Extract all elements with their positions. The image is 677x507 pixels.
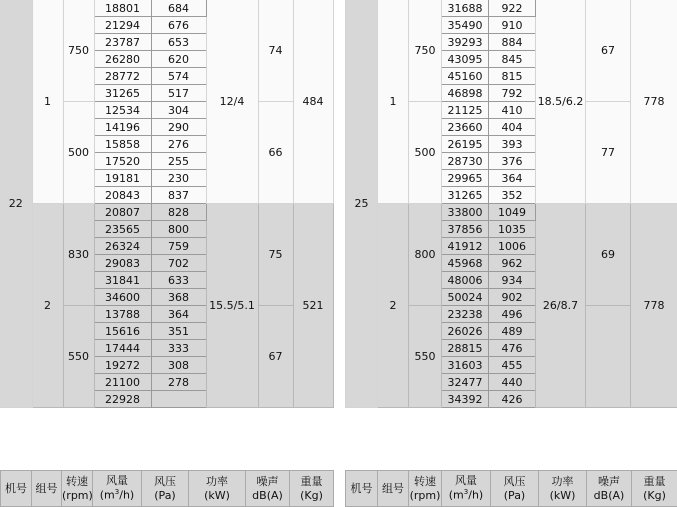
pressure-cell: 934 [489, 272, 536, 289]
airflow-cell: 15858 [94, 136, 151, 153]
airflow-cell: 31603 [442, 357, 489, 374]
pressure-cell: 620 [151, 51, 206, 68]
pressure-cell: 800 [151, 221, 206, 238]
airflow-cell: 14196 [94, 119, 151, 136]
header-weight: 重量 (Kg) [290, 471, 334, 507]
pressure-cell: 278 [151, 374, 206, 391]
airflow-cell: 21100 [94, 374, 151, 391]
pressure-cell: 653 [151, 34, 206, 51]
pressure-cell: 393 [489, 136, 536, 153]
header-group: 组号 [378, 471, 409, 507]
airflow-cell: 34392 [442, 391, 489, 408]
airflow-cell: 18801 [94, 0, 151, 17]
group-number: 2 [32, 204, 63, 408]
pressure-cell: 1006 [489, 238, 536, 255]
airflow-cell: 39293 [442, 34, 489, 51]
speed-rpm: 500 [409, 102, 442, 204]
group-number: 1 [32, 0, 63, 204]
header-power: 功率 (kW) [539, 471, 587, 507]
pressure-cell: 308 [151, 357, 206, 374]
pressure-cell: 230 [151, 170, 206, 187]
pressure-cell: 922 [489, 0, 536, 17]
pressure-cell [151, 391, 206, 408]
speed-rpm: 500 [63, 102, 94, 204]
speed-rpm: 750 [409, 0, 442, 102]
pressure-cell: 633 [151, 272, 206, 289]
pressure-cell: 304 [151, 102, 206, 119]
pressure-cell: 517 [151, 85, 206, 102]
airflow-cell: 37856 [442, 221, 489, 238]
model-number: 22 [0, 0, 32, 408]
pressure-cell: 333 [151, 340, 206, 357]
pressure-cell: 352 [489, 187, 536, 204]
weight-kg: 521 [293, 204, 333, 408]
header-noise: 噪声 dB(A) [587, 471, 632, 507]
pressure-cell: 837 [151, 187, 206, 204]
airflow-cell: 23238 [442, 306, 489, 323]
pressure-cell: 489 [489, 323, 536, 340]
airflow-cell: 32477 [442, 374, 489, 391]
pressure-cell: 759 [151, 238, 206, 255]
pressure-cell: 255 [151, 153, 206, 170]
weight-kg: 778 [631, 0, 677, 204]
airflow-cell: 35490 [442, 17, 489, 34]
pressure-cell: 845 [489, 51, 536, 68]
pressure-cell: 1035 [489, 221, 536, 238]
header-group: 组号 [32, 471, 62, 507]
header-airflow: 风量 $(m^3/h)$ [93, 471, 142, 507]
pressure-cell: 351 [151, 323, 206, 340]
pressure-cell: 440 [489, 374, 536, 391]
pressure-cell: 410 [489, 102, 536, 119]
pressure-cell: 702 [151, 255, 206, 272]
header-noise: 噪声 dB(A) [246, 471, 290, 507]
airflow-cell: 28815 [442, 340, 489, 357]
header-model: 机号 [1, 471, 32, 507]
fan-table-right [345, 0, 677, 408]
airflow-cell: 43095 [442, 51, 489, 68]
pressure-cell: 376 [489, 153, 536, 170]
pressure-cell: 290 [151, 119, 206, 136]
airflow-cell: 26280 [94, 51, 151, 68]
airflow-cell: 33800 [442, 204, 489, 221]
noise-db: 77 [586, 102, 631, 204]
speed-rpm: 550 [63, 306, 94, 408]
power-kw: 18.5/6.2 [536, 0, 586, 204]
airflow-cell: 31265 [94, 85, 151, 102]
airflow-cell: 31688 [442, 0, 489, 17]
airflow-cell: 26195 [442, 136, 489, 153]
airflow-cell: 21294 [94, 17, 151, 34]
airflow-cell: 26324 [94, 238, 151, 255]
airflow-cell: 29083 [94, 255, 151, 272]
airflow-cell: 21125 [442, 102, 489, 119]
fan-table-left [0, 0, 334, 408]
airflow-cell: 45968 [442, 255, 489, 272]
speed-rpm: 550 [409, 306, 442, 408]
group-number: 1 [378, 0, 409, 204]
pressure-cell: 676 [151, 17, 206, 34]
speed-rpm: 830 [63, 204, 94, 306]
airflow-cell: 31841 [94, 272, 151, 289]
airflow-cell: 26026 [442, 323, 489, 340]
pressure-cell: 792 [489, 85, 536, 102]
airflow-cell: 22928 [94, 391, 151, 408]
airflow-cell: 45160 [442, 68, 489, 85]
pressure-cell: 684 [151, 0, 206, 17]
airflow-cell: 13788 [94, 306, 151, 323]
noise-db: 67 [586, 0, 631, 102]
airflow-cell: 19272 [94, 357, 151, 374]
noise-db: 69 [586, 204, 631, 306]
power-kw: 26/8.7 [536, 204, 586, 408]
pressure-cell: 828 [151, 204, 206, 221]
airflow-cell: 46898 [442, 85, 489, 102]
header-model: 机号 [346, 471, 378, 507]
airflow-cell: 34600 [94, 289, 151, 306]
header-pressure: 风压 (Pa) [142, 471, 189, 507]
noise-db: 75 [258, 204, 293, 306]
airflow-cell: 28772 [94, 68, 151, 85]
header-weight: 重量 (Kg) [632, 471, 677, 507]
pressure-cell: 364 [489, 170, 536, 187]
weight-kg: 484 [293, 0, 333, 204]
header-speed: 转速 (rpm) [62, 471, 93, 507]
pressure-cell: 426 [489, 391, 536, 408]
pressure-cell: 884 [489, 34, 536, 51]
airflow-cell: 17444 [94, 340, 151, 357]
header-row-right [345, 470, 677, 507]
airflow-cell: 15616 [94, 323, 151, 340]
group-number: 2 [378, 204, 409, 408]
airflow-cell: 20843 [94, 187, 151, 204]
header-airflow: 风量 $(m^3/h)$ [442, 471, 491, 507]
pressure-cell: 455 [489, 357, 536, 374]
weight-kg: 778 [631, 204, 677, 408]
pressure-cell: 476 [489, 340, 536, 357]
pressure-cell: 962 [489, 255, 536, 272]
airflow-cell: 31265 [442, 187, 489, 204]
airflow-cell: 29965 [442, 170, 489, 187]
model-number: 25 [346, 0, 378, 408]
airflow-cell: 23565 [94, 221, 151, 238]
header-pressure: 风压 (Pa) [491, 471, 539, 507]
pressure-cell: 276 [151, 136, 206, 153]
airflow-cell: 23660 [442, 119, 489, 136]
pressure-cell: 902 [489, 289, 536, 306]
pressure-cell: 496 [489, 306, 536, 323]
airflow-cell: 19181 [94, 170, 151, 187]
header-speed: 转速 (rpm) [409, 471, 442, 507]
noise-db: 66 [258, 102, 293, 204]
airflow-cell: 12534 [94, 102, 151, 119]
airflow-cell: 41912 [442, 238, 489, 255]
pressure-cell: 364 [151, 306, 206, 323]
pressure-cell: 368 [151, 289, 206, 306]
pressure-cell: 1049 [489, 204, 536, 221]
speed-rpm: 750 [63, 0, 94, 102]
pressure-cell: 574 [151, 68, 206, 85]
airflow-cell: 48006 [442, 272, 489, 289]
pressure-cell: 404 [489, 119, 536, 136]
power-kw: 12/4 [206, 0, 258, 204]
header-power: 功率 (kW) [189, 471, 246, 507]
speed-rpm: 800 [409, 204, 442, 306]
power-kw: 15.5/5.1 [206, 204, 258, 408]
noise-db: 67 [258, 306, 293, 408]
noise-db [586, 306, 631, 408]
airflow-cell: 23787 [94, 34, 151, 51]
airflow-cell: 28730 [442, 153, 489, 170]
airflow-cell: 50024 [442, 289, 489, 306]
pressure-cell: 910 [489, 17, 536, 34]
noise-db: 74 [258, 0, 293, 102]
airflow-cell: 17520 [94, 153, 151, 170]
pressure-cell: 815 [489, 68, 536, 85]
airflow-cell: 20807 [94, 204, 151, 221]
header-row-left [0, 470, 334, 507]
